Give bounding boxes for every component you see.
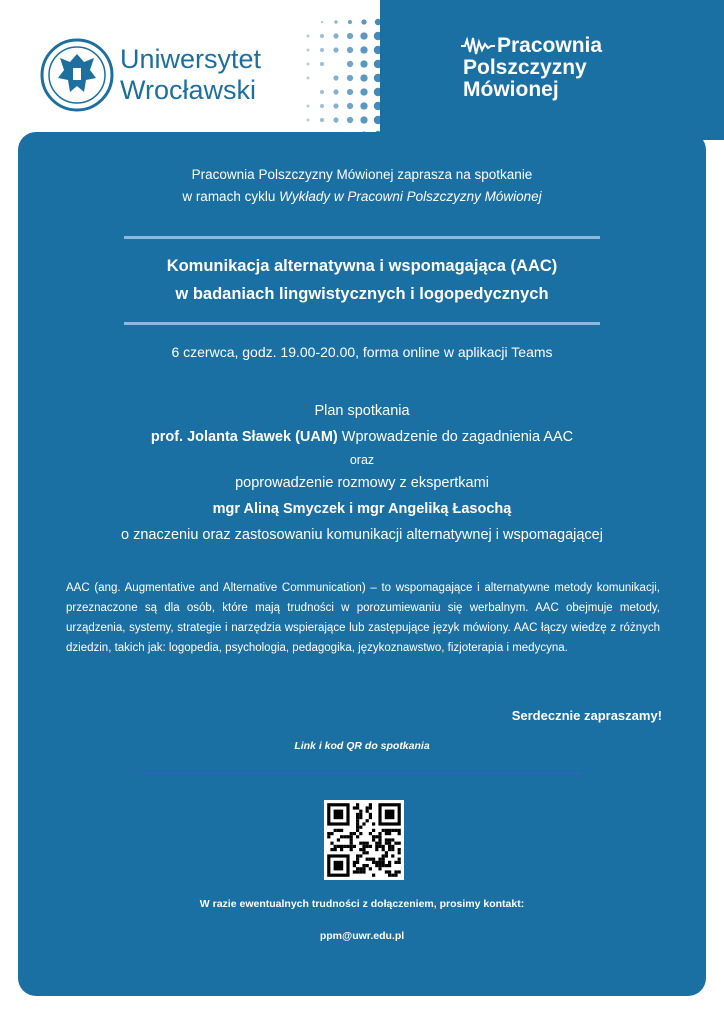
university-name-line1: Uniwersytet — [120, 44, 262, 74]
qr-module — [334, 861, 344, 871]
qr-module — [398, 832, 401, 835]
qr-module — [388, 864, 391, 867]
ppm-logo-line3: Mówionej — [463, 78, 559, 101]
qr-module — [356, 835, 359, 838]
qr-module — [378, 832, 381, 835]
qr-module — [356, 861, 359, 864]
qr-module — [382, 845, 385, 848]
qr-module — [353, 864, 356, 867]
qr-module — [359, 870, 362, 873]
qr-module — [398, 829, 401, 832]
invite-line2-prefix: w ramach cyklu — [182, 189, 280, 204]
qr-module — [366, 845, 369, 848]
qr-module — [362, 867, 365, 870]
qr-module — [382, 848, 385, 851]
qr-module — [366, 858, 369, 861]
qr-module — [334, 810, 344, 820]
qr-module — [382, 854, 385, 857]
qr-module — [394, 842, 397, 845]
qr-module — [385, 851, 388, 854]
qr-module — [398, 848, 401, 851]
qr-module — [337, 838, 340, 841]
qr-module — [362, 842, 365, 845]
qr-module — [350, 835, 353, 838]
decorative-dot — [307, 49, 310, 52]
decorative-dot — [347, 47, 353, 53]
decorative-dot — [374, 46, 382, 54]
qr-module — [362, 870, 365, 873]
qr-module — [382, 864, 385, 867]
decorative-dot — [401, 73, 412, 84]
link-label: Link i kod QR do spotkania — [294, 740, 430, 752]
decorative-dot — [387, 45, 397, 55]
qr-module — [334, 848, 337, 851]
decorative-dot — [374, 74, 382, 82]
qr-module — [330, 848, 333, 851]
qr-module — [356, 870, 359, 873]
decorative-dot — [402, 18, 411, 27]
decorative-dot — [401, 115, 412, 126]
qr-module — [382, 861, 385, 864]
qr-module — [372, 874, 375, 877]
qr-module — [385, 810, 395, 820]
plan-moderation: poprowadzenie rozmowy z ekspertkami — [235, 475, 489, 491]
decorative-dot — [360, 116, 367, 123]
decorative-dot — [360, 32, 367, 39]
qr-module — [369, 867, 372, 870]
qr-module — [385, 864, 388, 867]
qr-module — [372, 822, 375, 825]
qr-module — [340, 848, 343, 851]
qr-module — [356, 806, 359, 809]
plan-speaker-line — [18, 424, 706, 450]
qr-module — [359, 854, 362, 857]
decorative-dot — [361, 19, 366, 24]
qr-module — [366, 842, 369, 845]
meeting-link-blurred[interactable] — [142, 768, 582, 778]
date-line: 6 czerwca, godz. 19.00-20.00, forma online w aplikacji Teams — [171, 344, 553, 360]
decorative-dot — [360, 74, 367, 81]
qr-module — [350, 845, 353, 848]
plan-experts: mgr Aliną Smyczek i mgr Angeliką Łasochą — [212, 501, 512, 517]
decorative-dot — [320, 48, 324, 52]
qr-module — [385, 854, 388, 857]
decorative-dot — [401, 101, 412, 112]
qr-module — [369, 832, 372, 835]
decorative-dot — [347, 75, 353, 81]
qr-module — [343, 835, 346, 838]
university-name — [120, 44, 261, 106]
qr-module — [359, 816, 362, 819]
qr-module — [353, 832, 356, 835]
decorative-dot — [320, 118, 324, 122]
qr-module — [375, 861, 378, 864]
qr-module — [356, 867, 359, 870]
qr-module — [356, 826, 359, 829]
decorative-dot — [360, 46, 367, 53]
qr-module — [378, 845, 381, 848]
main-card — [18, 132, 706, 996]
qr-module — [372, 835, 375, 838]
qr-module — [334, 845, 337, 848]
decorative-dot — [401, 87, 412, 98]
qr-module — [388, 848, 391, 851]
decorative-dot — [374, 116, 382, 124]
plan-heading: Plan spotkania — [314, 403, 410, 419]
qr-module — [356, 813, 359, 816]
decorative-dots-pattern — [300, 14, 418, 138]
qr-module — [398, 842, 401, 845]
qr-module — [356, 858, 359, 861]
decorative-dot — [333, 117, 338, 122]
qr-module — [385, 829, 388, 832]
qr-module — [350, 838, 353, 841]
qr-module — [375, 835, 378, 838]
speaker-name: prof. Jolanta Sławek (UAM) — [150, 429, 338, 445]
invitation-closing: Serdecznie zapraszamy! — [511, 708, 662, 723]
qr-module — [356, 829, 359, 832]
qr-module — [378, 858, 381, 861]
qr-module — [369, 845, 372, 848]
decorative-dot — [388, 18, 396, 26]
decorative-dot — [333, 47, 338, 52]
qr-module — [391, 854, 394, 857]
qr-module — [369, 803, 372, 806]
qr-module — [385, 870, 388, 873]
qr-module — [369, 813, 372, 816]
qr-module — [362, 851, 365, 854]
decorative-dot — [374, 60, 382, 68]
decorative-dot — [307, 77, 310, 80]
qr-module — [362, 848, 365, 851]
qr-module — [353, 845, 356, 848]
qr-module — [356, 819, 359, 822]
qr-module — [343, 845, 346, 848]
qr-module — [378, 835, 381, 838]
lecture-series-name: Wykłady w Pracowni Polszczyzny Mówionej — [279, 189, 542, 204]
decorative-dot — [387, 101, 397, 111]
event-title-line2: w badaniach lingwistycznych i logopedycznych — [175, 285, 549, 303]
decorative-dot — [320, 104, 324, 108]
divider-top — [124, 236, 600, 239]
event-title-line1: Komunikacja alternatywna i wspomagająca (AAC) — [166, 257, 558, 275]
plan-oraz: oraz — [349, 453, 375, 467]
decorative-dot — [347, 103, 353, 109]
qr-module — [353, 806, 356, 809]
decorative-dot — [387, 31, 397, 41]
qr-module — [375, 845, 378, 848]
qr-module — [359, 810, 362, 813]
decorative-dot — [347, 89, 353, 95]
qr-module — [391, 848, 394, 851]
decorative-dot — [347, 61, 353, 67]
qr-module — [337, 829, 340, 832]
qr-module — [330, 832, 333, 835]
qr-module — [350, 848, 353, 851]
decorative-dot — [387, 115, 397, 125]
qr-module — [398, 861, 401, 864]
qr-module — [391, 845, 394, 848]
decorative-dot — [333, 75, 338, 80]
qr-module — [346, 835, 349, 838]
qr-code-icon[interactable] — [324, 800, 404, 880]
qr-module — [378, 864, 381, 867]
qr-module — [385, 832, 388, 835]
decorative-dot — [401, 45, 412, 56]
qr-module — [388, 845, 391, 848]
qr-module — [375, 842, 378, 845]
qr-module — [334, 829, 337, 832]
qr-module — [359, 826, 362, 829]
qr-module — [388, 861, 391, 864]
decorative-dot — [374, 32, 382, 40]
qr-module — [359, 842, 362, 845]
decorative-dot — [307, 105, 310, 108]
contact-label: W razie ewentualnych trudności z dołączeniem, prosimy kontakt: — [199, 898, 525, 910]
decorative-dot — [360, 88, 367, 95]
decorative-dot — [374, 88, 382, 96]
qr-module — [378, 838, 381, 841]
qr-module — [372, 861, 375, 864]
meeting-plan — [18, 398, 706, 548]
qr-module — [385, 838, 388, 841]
qr-module — [394, 861, 397, 864]
event-title — [18, 252, 706, 308]
decorative-dot — [320, 90, 324, 94]
qr-module — [391, 874, 394, 877]
invite-line1: Pracownia Polszczyzny Mówionej zaprasza na spotkanie — [191, 167, 533, 182]
decorative-dot — [307, 35, 310, 38]
decorative-dot — [307, 63, 310, 66]
qr-module — [340, 845, 343, 848]
decorative-dot — [401, 59, 412, 70]
ppm-logo — [461, 34, 631, 104]
soundwave-icon — [461, 36, 495, 56]
qr-module — [356, 803, 359, 806]
university-name-line2: Wrocławski — [120, 75, 257, 105]
qr-module — [372, 858, 375, 861]
qr-module — [394, 874, 397, 877]
qr-module — [362, 864, 365, 867]
decorative-dot — [375, 19, 381, 25]
decorative-dot — [321, 21, 323, 23]
qr-module — [398, 851, 401, 854]
qr-module — [388, 829, 391, 832]
decorative-dot — [387, 73, 397, 83]
qr-module — [388, 870, 391, 873]
qr-module — [340, 835, 343, 838]
decorative-dot — [333, 33, 338, 38]
qr-module — [391, 829, 394, 832]
decorative-dot — [360, 102, 367, 109]
qr-module — [398, 870, 401, 873]
decorative-dot — [333, 89, 338, 94]
qr-module — [353, 861, 356, 864]
decorative-dot — [320, 62, 324, 66]
qr-module — [369, 858, 372, 861]
qr-module — [366, 864, 369, 867]
qr-module — [394, 829, 397, 832]
qr-module — [391, 838, 394, 841]
qr-module — [359, 848, 362, 851]
qr-module — [369, 816, 372, 819]
qr-module — [382, 858, 385, 861]
decorative-dot — [333, 103, 338, 108]
qr-module — [369, 806, 372, 809]
decorative-dot — [347, 33, 353, 39]
qr-module — [362, 822, 365, 825]
qr-module — [366, 851, 369, 854]
qr-module — [359, 813, 362, 816]
speaker-topic: Wprowadzenie do zagadnienia AAC — [337, 429, 574, 445]
qr-module — [359, 867, 362, 870]
qr-module — [337, 845, 340, 848]
qr-module — [327, 835, 330, 838]
qr-module — [356, 816, 359, 819]
qr-module — [372, 829, 375, 832]
aac-description: AAC (ang. Augmentative and Alternative Communication) – to wspomagające i alternatywne metody komunikacji, przeznaczone są dla osób, które mają trudności w porozumiewaniu się werbalnym. AAC obejmuje metody, urządzenia, systemy, strategie i narzędzia wspierające lub zastępujące język mówiony. AAC łączy wiedzę z różnych dziedzin, takich jak: logopedia, psychologia, pedagogika, językoznawstwo, fizjoterapia i medycyna. — [66, 582, 660, 654]
qr-module — [366, 810, 369, 813]
qr-module — [372, 838, 375, 841]
university-seal-icon — [40, 38, 114, 112]
decorative-dot — [307, 119, 310, 122]
qr-module — [350, 842, 353, 845]
ppm-logo-line2: Polszczyzny — [463, 56, 587, 79]
plan-subject: o znaczeniu oraz zastosowaniu komunikacji alternatywnej i wspomagającej — [121, 527, 603, 543]
contact-email[interactable]: ppm@uwr.edu.pl — [319, 930, 405, 942]
university-logo — [40, 38, 300, 116]
qr-module — [378, 867, 381, 870]
qr-module — [388, 842, 391, 845]
qr-module — [366, 819, 369, 822]
decorative-dot — [387, 87, 397, 97]
qr-module — [398, 858, 401, 861]
qr-module — [378, 842, 381, 845]
decorative-dot — [374, 102, 382, 110]
decorative-dot — [401, 31, 412, 42]
qr-module — [340, 829, 343, 832]
qr-module — [366, 806, 369, 809]
divider-bottom — [124, 322, 600, 325]
qr-module — [375, 848, 378, 851]
qr-module — [330, 842, 333, 845]
decorative-dot — [347, 117, 353, 123]
qr-module — [388, 838, 391, 841]
qr-module — [356, 854, 359, 857]
decorative-dot — [348, 20, 352, 24]
qr-module — [378, 861, 381, 864]
qr-module — [375, 864, 378, 867]
qr-module — [388, 832, 391, 835]
qr-module — [388, 874, 391, 877]
qr-module — [350, 832, 353, 835]
qr-module — [353, 870, 356, 873]
qr-module — [327, 832, 330, 835]
ppm-logo-line1: Pracownia — [497, 34, 603, 57]
invite-text — [18, 164, 706, 208]
qr-module — [394, 870, 397, 873]
qr-module — [359, 832, 362, 835]
qr-module — [346, 845, 349, 848]
invite-line2 — [18, 186, 706, 208]
decorative-dot — [360, 60, 367, 67]
qr-module — [356, 822, 359, 825]
decorative-dot — [387, 59, 397, 69]
decorative-dot — [334, 20, 337, 23]
decorative-dot — [320, 34, 324, 38]
qr-module — [385, 842, 388, 845]
qr-module — [362, 845, 365, 848]
qr-module — [382, 829, 385, 832]
meeting-link[interactable] — [18, 768, 706, 781]
